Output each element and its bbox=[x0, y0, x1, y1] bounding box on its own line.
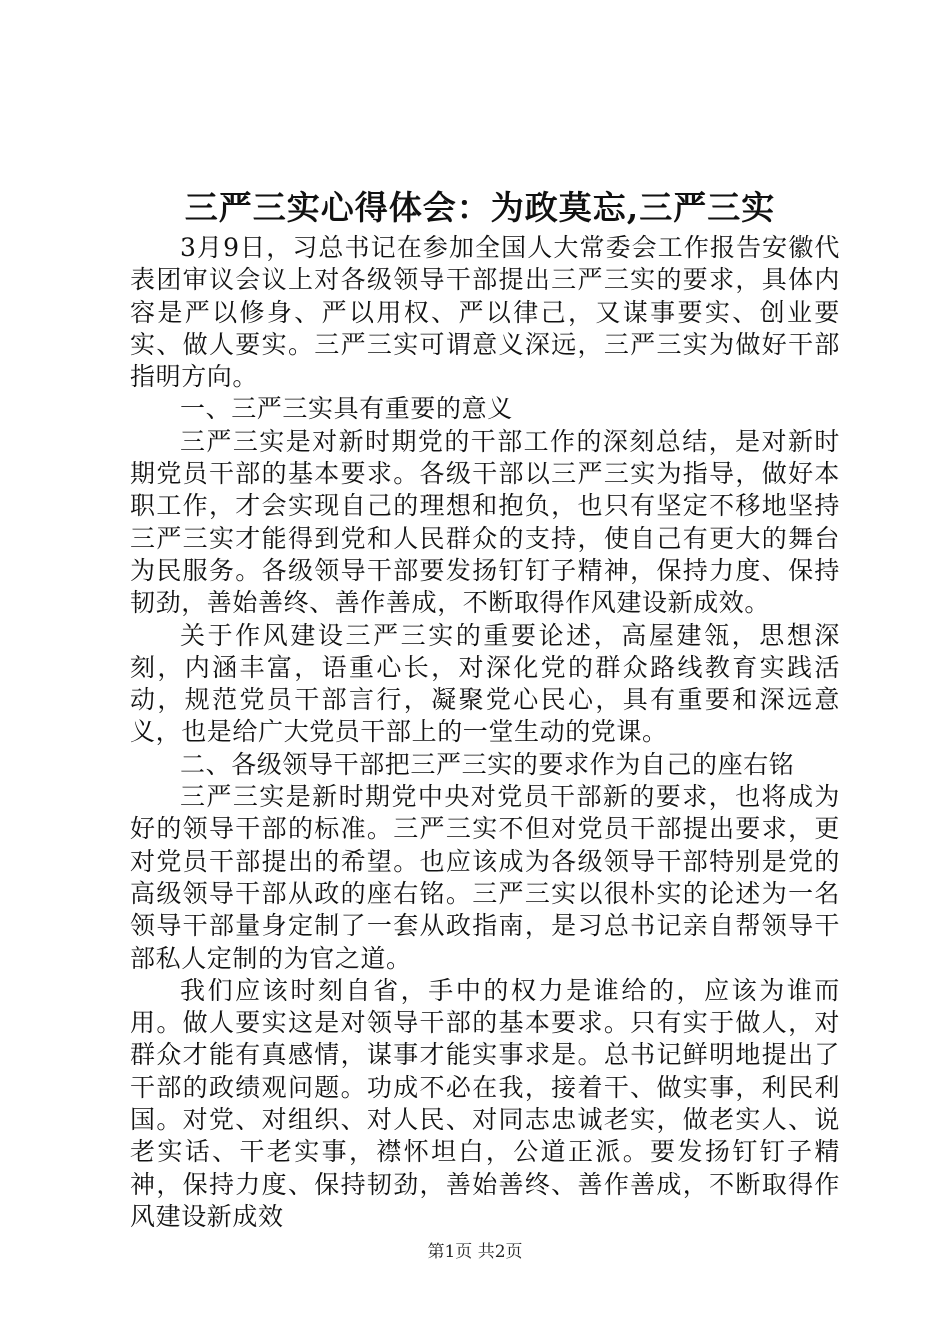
section-heading-1: 一、三严三实具有重要的意义 bbox=[180, 394, 513, 424]
document-title: 三严三实心得体会：为政莫忘,三严三实 bbox=[184, 188, 776, 227]
paragraph-section-2-b: 我们应该时刻自省，手中的权力是谁给的，应该为谁而用。做人要实这是对领导干部的基本要求。只有实于做人，对群众才能有真感情，谋事才能实事求是。总书记鲜明地提出了干部的政绩观问题。功成不必在我，接着干、做实事，利民利国。对党、对组织、对人民、对同志忠诚老实，做老实人、说老实话、干老实事，襟怀坦白，公道正派。要发扬钉钉子精神，保持力度、保持韧劲，善始善终、善作善成，不断取得作风建设新成效 bbox=[130, 975, 840, 1231]
paragraph-section-1-a: 三严三实是对新时期党的干部工作的深刻总结，是对新时期党员干部的基本要求。各级干部以三严三实为指导，做好本职工作，才会实现自己的理想和抱负，也只有坚定不移地坚持三严三实才能得到党和人民群众的支持，使自己有更大的舞台为民服务。各级领导干部要发扬钉钉子精神，保持力度、保持韧劲，善始善终、善作善成，不断取得作风建设新成效。 bbox=[130, 426, 840, 618]
document-body bbox=[130, 232, 840, 1233]
paragraph-section-1-b: 关于作风建设三严三实的重要论述，高屋建瓴，思想深刻，内涵丰富，语重心长，对深化党的群众路线教育实践活动，规范党员干部言行，凝聚党心民心，具有重要和深远意义，也是给广大党员干部上的一堂生动的党课。 bbox=[130, 620, 840, 747]
section-heading-2: 二、各级领导干部把三严三实的要求作为自己的座右铭 bbox=[180, 749, 795, 779]
page-number-footer: 第1页 共2页 bbox=[427, 1242, 523, 1262]
paragraph-section-2-a: 三严三实是新时期党中央对党员干部新的要求，也将成为好的领导干部的标准。三严三实不但对党员干部提出要求，更对党员干部提出的希望。也应该成为各级领导干部特别是党的高级领导干部从政的座右铭。三严三实以很朴实的论述为一名领导干部量身定制了一套从政指南，是习总书记亲自帮领导干部私人定制的为官之道。 bbox=[130, 782, 840, 973]
paragraph-intro: 3月9日，习总书记在参加全国人大常委会工作报告安徽代表团审议会议上对各级领导干部提出三严三实的要求，具体内容是严以修身、严以用权、严以律己，又谋事要实、创业要实、做人要实。三严三实可谓意义深远，三严三实为做好干部指明方向。 bbox=[130, 233, 840, 392]
